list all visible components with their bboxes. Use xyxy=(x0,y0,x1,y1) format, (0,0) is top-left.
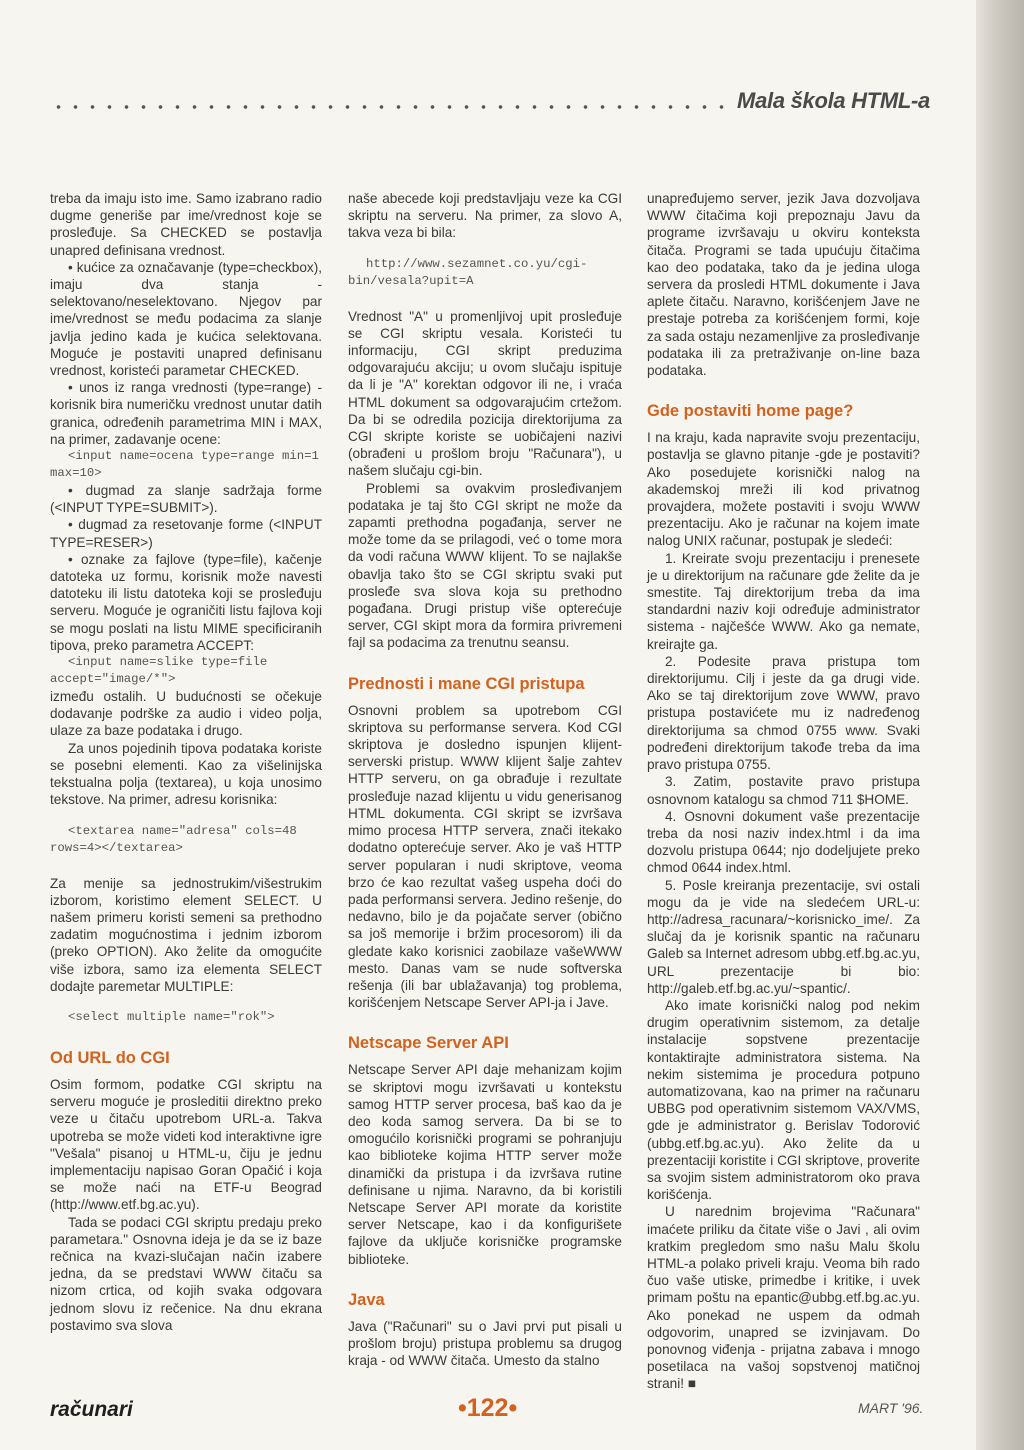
section-title: Mala škola HTML-a xyxy=(737,88,930,113)
bullet-file: • oznake za fajlove (type=file), kačenje datoteka uz formu, korisnik može navesti datoteku ili listu datoteka koji se prosleđuju serveru. Moguće je ograničiti listu fajlova koji se mogu poslati na listu MIME specificiranih tipova, preko parametra ACCEPT: xyxy=(50,551,322,653)
page-number: •122• xyxy=(458,1394,518,1422)
paragraph: Vrednost "A" u promenljivoj upit prosleđuje se CGI skriptu vesala. Koristeći tu informaciju, CGI skript preduzima odgovarajuću akciju; u ovom slučaju ispituje da li je "A" korektan odgovor ili ne, i vraća HTML dokument sa odgovarajućim crtežom. Da bi se odredila pozicija direktorijuma za CGI skripte koriste se uobičajeni nazivi (obrađeni u prošlom broju "Računara"), u našem slučaju cgi-bin. xyxy=(348,308,622,479)
header-dot-leader xyxy=(50,104,730,110)
subheading: Prednosti i mane CGI pristupa xyxy=(348,674,585,693)
step-1: 1. Kreirate svoju prezentaciju i prenesete je u direktorijum na računare gde želite da je smestite. Taj direktorijum treba da ima standardni naziv koji određuje administrator sistema - najčešće WWW. Ako ga nemate, kreirajte ga. xyxy=(647,550,920,652)
code-snippet: http://www.sezamnet.co.yu/cgi-bin/vesala?upit=A xyxy=(348,256,588,288)
bullet-range: • unos iz ranga vrednosti (type=range) - korisnik bira numeričku vrednost unutar datih granica, određenih parametrima MIN i MAX, na primer, zadavanje ocene: xyxy=(50,380,322,447)
page-header xyxy=(50,88,930,128)
page-edge-shadow xyxy=(976,0,1024,1450)
paragraph: Tada se podaci CGI skriptu predaju preko parametara." Osnovna ideja je da se iz baze rečnica na kvazi-slučajan način izabere jedna, da se predstavi WWW čitaču sa nizom crtica, od kojih svaka odgovara jednom slovu iz rečenice. Na dnu ekrana postavimo sva slova xyxy=(50,1214,322,1333)
bullet-reset: • dugmad za resetovanje forme (<INPUT TYPE=RESER>) xyxy=(50,517,322,550)
step-3: 3. Zatim, postavite pravo pristupa osnovnom katalogu sa chmod 711 $HOME. xyxy=(647,774,920,807)
code-snippet: <select multiple name="rok"> xyxy=(68,1009,275,1024)
paragraph: Netscape Server API daje mehanizam kojim se skriptovi mogu izvršavati u kontekstu samog HTTP server procesa, baš kao da je deo koda samog servera. Da bi se to omogućilo korisnički programi se pohranjuju kao biblioteke kojima HTTP server može dinamički da pristupa i da izvršava rutine definisane u njima. Naravno, da bi koristili Netscape Server API morate da koristite server Netscape, kao i da konfigurišete fajlove da uključe korisničke programske biblioteke. xyxy=(348,1062,622,1267)
step-2: 2. Podesite prava pristupa tom direktorijumu. Cilj i jeste da ga drugi vide. Ako se taj direktorijum zove WWW, pravo pristupa postavićete mu iz nadređenog direktorijuma sa chmod 0755 www. Svaki podređeni direktorijum takođe treba da ima pravo pristupa 0755. xyxy=(647,653,920,773)
paragraph: I na kraju, kada napravite svoju prezentaciju, postavlja se glavno pitanje -gde je postaviti? Ako posedujete korisnički nalog na akademskoj mreži ili kod privatnog provajdera, možete postaviti i svoju WWW prezentaciju. Ako je računar na kojem imate nalog UNIX računar, postupak je sledeći: xyxy=(647,430,920,549)
column-3 xyxy=(647,190,920,1393)
step-5: 5. Posle kreiranja prezentacije, svi ostali mogu da je vide na sledećem URL-u: http://adresa_racunara/~korisnicko_ime/. Za slučaj da je korisnik spantic na računaru Galeb sa Internet adresom ubbg.etf.bg.ac.yu, URL prezentacije bi bio: http://galeb.etf.bg.ac.yu/~spantic/. xyxy=(647,877,920,996)
code-snippet: <textarea name="adresa" cols=48 rows=4></textarea> xyxy=(50,823,305,855)
step-4: 4. Osnovni dokument vaše prezentacije treba da nosi naziv index.html i da ima dozvolu pristupa 0644; njo dodeljujete preko chmod 0644 index.html. xyxy=(647,808,920,876)
paragraph: Java ("Računari" su o Javi prvi put pisali u prošlom broju) pristupa problemu sa drugog kraja - od WWW čitača. Umesto da stalno xyxy=(348,1318,622,1369)
bullet-checkbox: • kućice za označavanje (type=checkbox), imaju dva stanja - selektovano/neselektovano. Njegov par ime/vrednost se među podacima za slanje javlja jedino kada je kućica selektovana. Moguće je postaviti unapred definisanu vrednost, koristeći parametar CHECKED. xyxy=(50,259,322,379)
paragraph: između ostalih. U budućnosti se očekuje dodavanje podrške za audio i video polja, ulaze za baze podataka i drugo. xyxy=(50,689,322,739)
paragraph: Osnovni problem sa upotrebom CGI skriptova su performanse servera. Kod CGI skriptova je dosledno ispunjen klijent-serverski pristup. WWW klijent šalje zahtev HTTP serveru, on ga obrađuje i rezultate prosleđuje nazad klijentu u vidu generisanog HTML dokumenta. CGI skript se izvršava mimo procesa HTTP servera, znači itekako dodatno opterećuje server. Ako je vaš HTTP server popularan i nudi skriptove, veoma brzo će kao rezultat vašeg uspeha doći do pada performansi servera. Jedino rešenje, do nedavno, bilo je da pojačate server (obično sa još memorije i bržim procesorom) ili da gledate kako korisnici zaobilaze vašeWWW mesto. Danas vam se nude softverska rešenja (ili bar ublažavanja) tog problema, korišćenjem Netscape Server API-ja i Jave. xyxy=(348,702,622,1011)
paragraph: naše abecede koji predstavljaju veze ka CGI skriptu na serveru. Na primer, za slovo A, takva veza bi bila: xyxy=(348,191,622,241)
bullet-submit: • dugmad za slanje sadržaja forme (<INPUT TYPE=SUBMIT>). xyxy=(50,483,322,516)
paragraph: Ako imate korisnički nalog pod nekim drugim operativnim sistemom, za detalje instalacije sopstvene prezentacije kontaktirajte administratora sistema. Na nekim sistemima je procedura potpuno automatizovana, kao na primer na računaru UBBG pod operativnim sistemom VAX/VMS, gde je administrator g. Berislav Todorović (ubbg.etf.bg.ac.yu). Ako želite da u prezentaciji koristite i CGI skriptove, proverite sa svojim sistem administratorom oko prava korišćenja. xyxy=(647,997,920,1203)
paragraph: U narednim brojevima "Računara" imaćete priliku da čitate više o Javi , ali ovim kratkim pregledom smo našu Malu školu HTML-a polako priveli kraju. Veoma bih rado čuo vaše utiske, primedbe i kritike, i uvek primam poštu na epantic@ubbg.etf.bg.ac.yu. Ako ponekad ne uspem da odmah odgovorim, unapred se izvinjavam. Do ponovnog viđenja - prijatna zabava i mnogo posetilaca na vašoj sopstvenoj matičnoj strani! ■ xyxy=(647,1204,920,1392)
subheading: Java xyxy=(348,1290,385,1309)
subheading: Od URL do CGI xyxy=(50,1048,170,1067)
paragraph: Za unos pojedinih tipova podataka koriste se posebni elementi. Kao za višelinijska tekstualna polja (textarea), u koja unosimo tekstove. Na primer, adresu korisnika: xyxy=(50,740,322,808)
paragraph: Osim formom, podatke CGI skriptu na serveru moguće je prosleditii direktno preko veze u čitaču upotrebom URL-a. Takva upotreba se može videti kod interaktivne igre "Vešala" pisanoj u HTML-u, čiju je jednu implementaciju napisao Goran Opačić i koja se može naći na ETF-u Beograd (http://www.etf.bg.ac.yu). xyxy=(50,1076,322,1213)
column-1 xyxy=(50,190,327,1334)
subheading: Gde postaviti home page? xyxy=(647,402,854,421)
issue-date: MART '96. xyxy=(858,1400,924,1416)
code-snippet: <input name=ocena type=range min=1 max=10> xyxy=(50,449,327,481)
paragraph: unapređujemo server, jezik Java dozvoljava WWW čitačima koji prepoznaju Javu da programe izvršavaju u okviru konteksta čitača. Programi se tada upućuju čitačima kao deo podataka, tako da je jedina uloga servera da prosledi HTML dokumente i Java aplete čitaču. Naravno, korišćenjem Jave ne prestaje potreba za korišćenjem formi, koje za sada ostaju nezamenljive za prosleđivanje podataka ili za pretraživanje on-line baza podataka. xyxy=(647,191,920,379)
magazine-logo: računari xyxy=(50,1398,133,1421)
subheading: Netscape Server API xyxy=(348,1034,509,1053)
paragraph: treba da imaju isto ime. Samo izabrano radio dugme generiše par ime/vrednost koje se prosleđuje. Sa CHECKED se postavlja unapred definisana vrednost. xyxy=(50,191,322,258)
column-2 xyxy=(348,190,622,1369)
paragraph: Za menije sa jednostrukim/višestrukim izborom, koristimo element SELECT. U našem primeru koristi semeni sa prethodno zadatim mogućnostima i jednim izborom (preko OPTION). Ako želite da omogućite više izbora, samo iza elementa SELECT dodajte paremetar MULTIPLE: xyxy=(50,875,322,994)
code-snippet: <input name=slike type=file accept="image/*"> xyxy=(50,655,275,687)
paragraph: Problemi sa ovakvim prosleđivanjem podataka je taj što CGI skript ne može da zapamti prethodna pogađanja, server ne može tome da se prilagodi, već o tome mora da vodi računa WWW klijent. To se najlakše obavlja tako što se CGI skriptu svaki put prosleđe sva slova koja su prethodno pogađana. Drugi pristup više opterećuje server, CGI skipt mora da formira privremeni fajl sa podacima za trenutnu seansu. xyxy=(348,480,622,651)
